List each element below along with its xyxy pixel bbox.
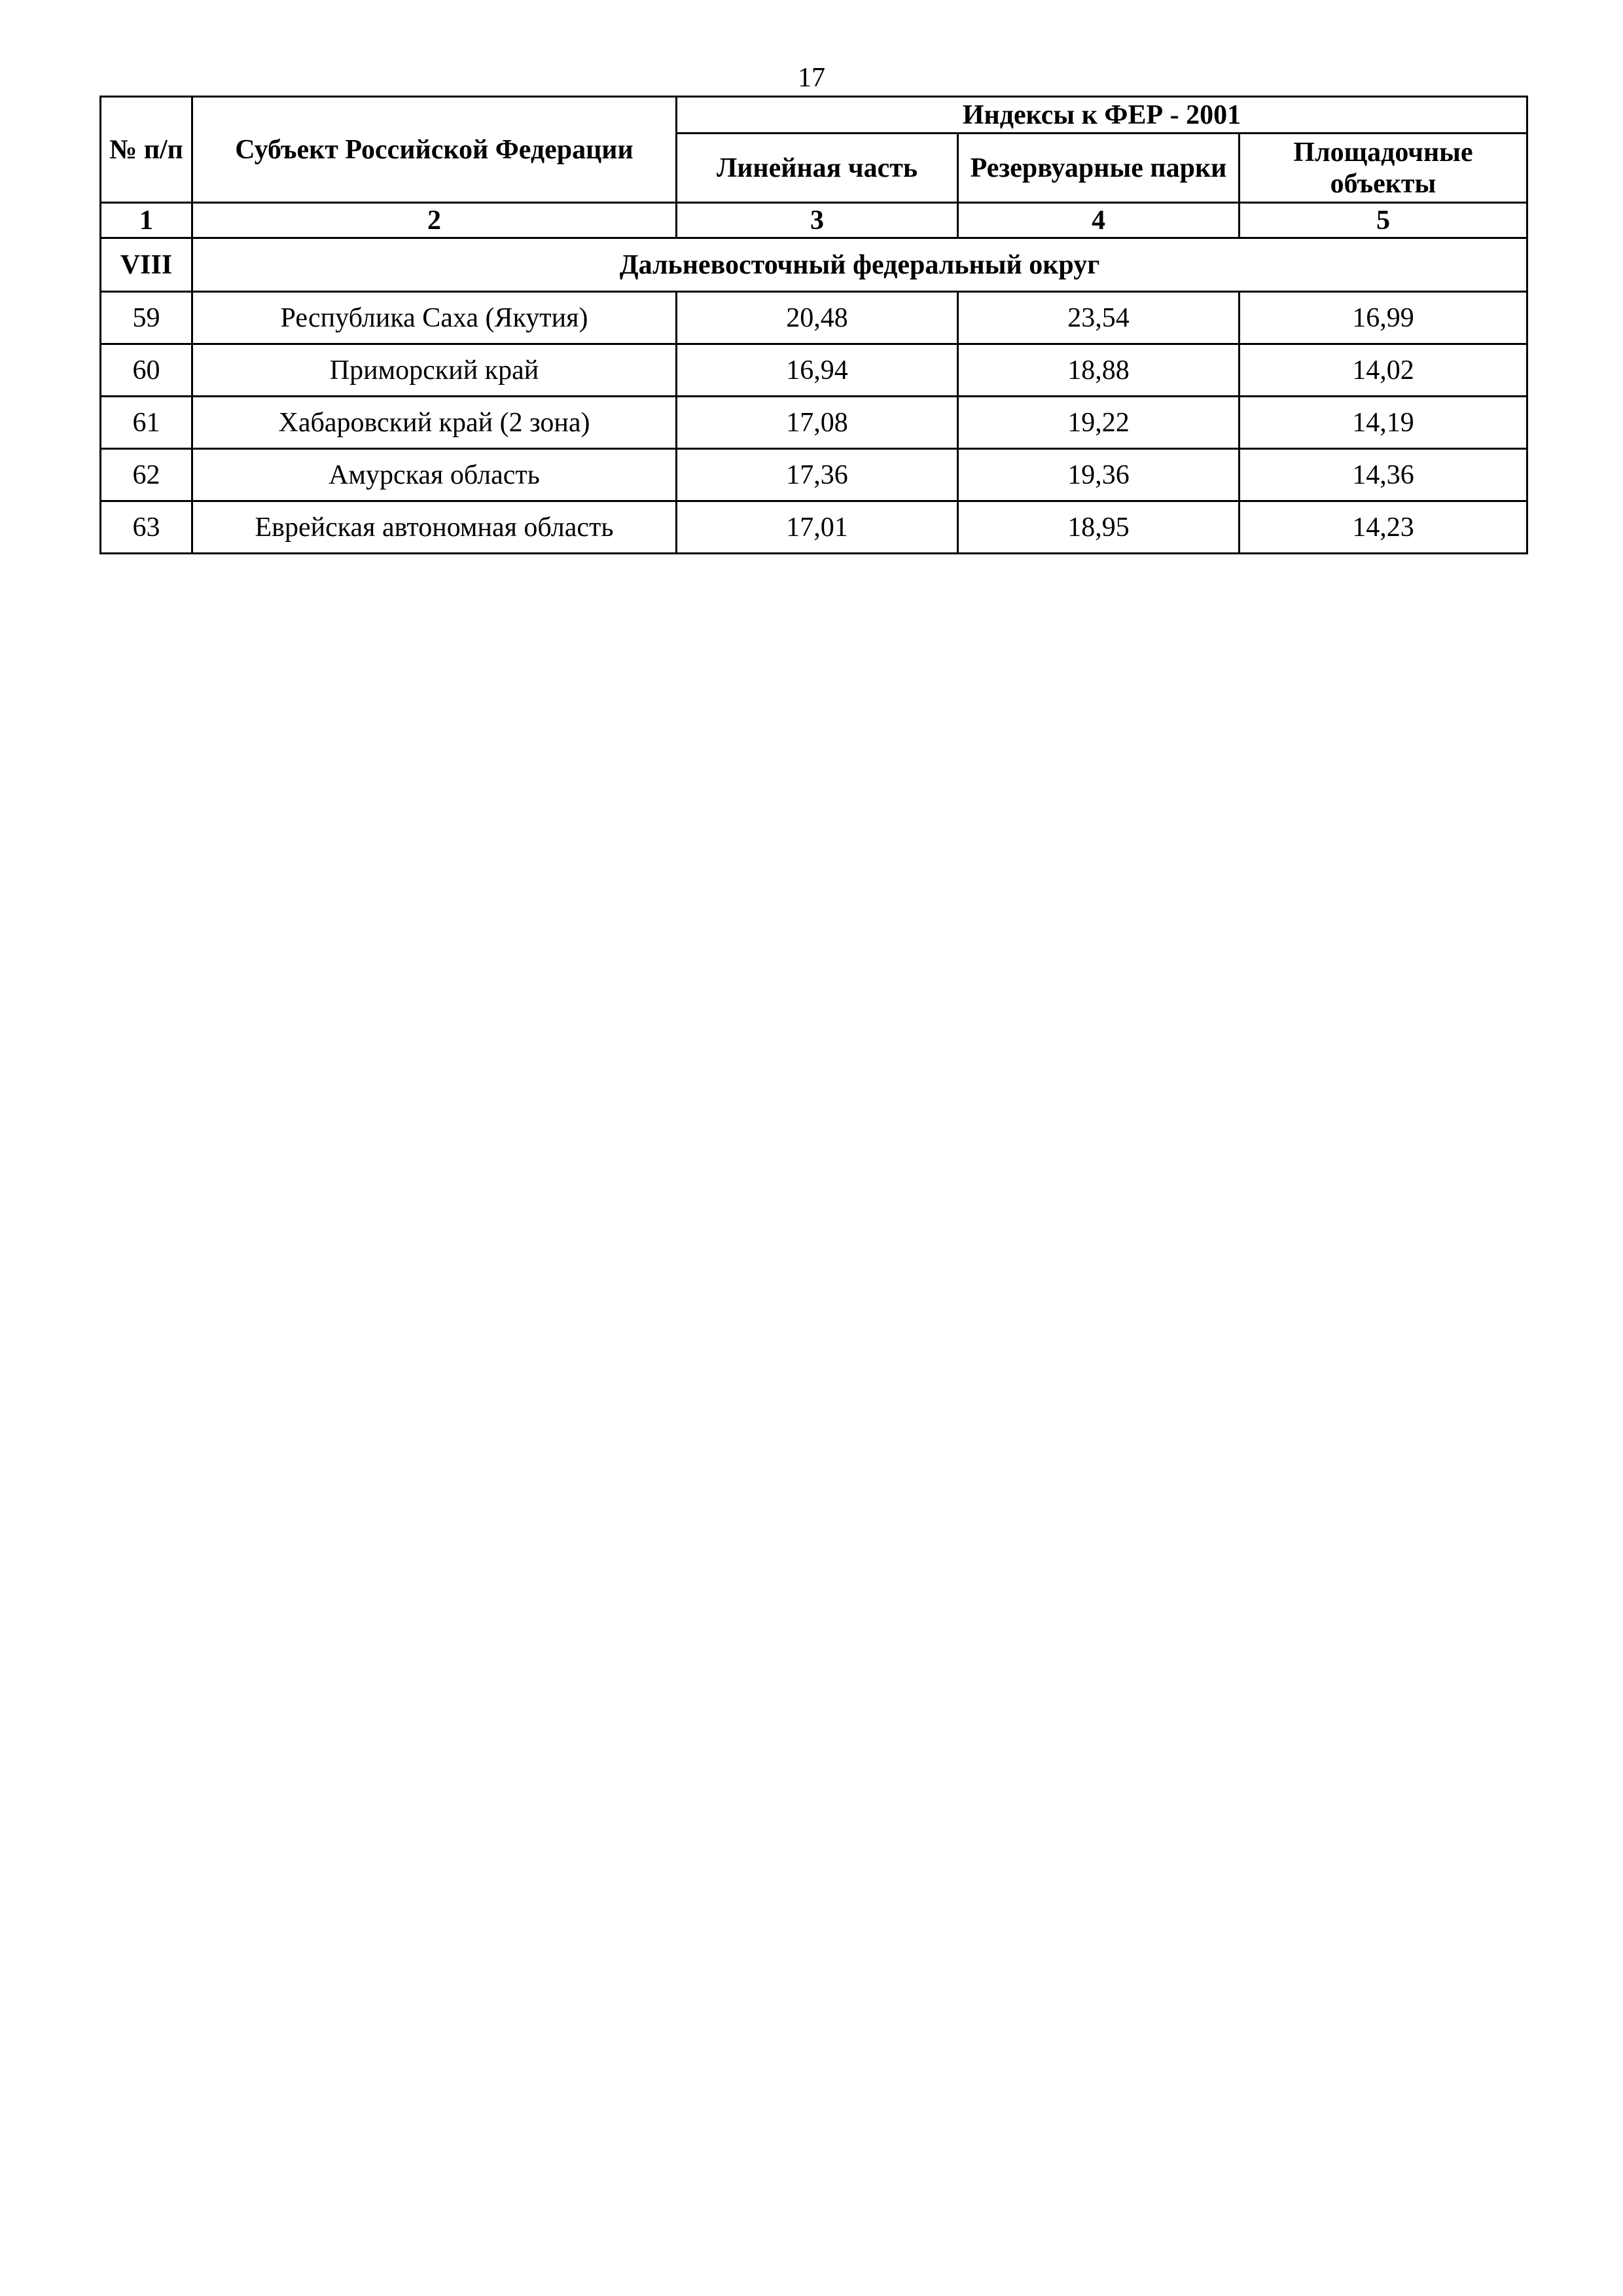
column-numbers-row [101, 203, 1527, 238]
header-col-sites: Площадочные объекты [1240, 134, 1527, 203]
table-header-row [101, 97, 1527, 134]
section-code: VIII [101, 238, 192, 292]
header-col-tanks: Резервуарные парки [958, 134, 1240, 203]
table-row [101, 344, 1527, 397]
row-subject: Еврейская автономная область [192, 501, 677, 554]
row-value-linear: 17,01 [677, 501, 958, 554]
col-number: 5 [1240, 203, 1527, 238]
row-value-tanks: 18,88 [958, 344, 1240, 397]
col-number: 2 [192, 203, 677, 238]
row-number: 61 [101, 397, 192, 449]
table-row [101, 501, 1527, 554]
row-value-linear: 16,94 [677, 344, 958, 397]
row-number: 60 [101, 344, 192, 397]
table-row [101, 449, 1527, 501]
row-value-linear: 17,08 [677, 397, 958, 449]
row-value-tanks: 19,36 [958, 449, 1240, 501]
row-subject: Амурская область [192, 449, 677, 501]
header-num: № п/п [101, 97, 192, 203]
indices-table [99, 96, 1528, 554]
row-subject: Республика Саха (Якутия) [192, 292, 677, 344]
page-number: 17 [798, 63, 825, 93]
table-row [101, 397, 1527, 449]
row-number: 63 [101, 501, 192, 554]
col-number: 4 [958, 203, 1240, 238]
row-value-tanks: 18,95 [958, 501, 1240, 554]
row-number: 62 [101, 449, 192, 501]
col-number: 3 [677, 203, 958, 238]
row-subject: Хабаровский край (2 зона) [192, 397, 677, 449]
row-value-tanks: 19,22 [958, 397, 1240, 449]
row-value-linear: 17,36 [677, 449, 958, 501]
header-subject: Субъект Российской Федерации [192, 97, 677, 203]
row-value-sites: 14,36 [1240, 449, 1527, 501]
section-title: Дальневосточный федеральный округ [192, 238, 1527, 292]
row-value-sites: 14,19 [1240, 397, 1527, 449]
col-number: 1 [101, 203, 192, 238]
header-col-linear: Линейная часть [677, 134, 958, 203]
header-group: Индексы к ФЕР - 2001 [677, 97, 1527, 134]
row-number: 59 [101, 292, 192, 344]
row-subject: Приморский край [192, 344, 677, 397]
row-value-tanks: 23,54 [958, 292, 1240, 344]
row-value-sites: 14,23 [1240, 501, 1527, 554]
row-value-linear: 20,48 [677, 292, 958, 344]
row-value-sites: 16,99 [1240, 292, 1527, 344]
row-value-sites: 14,02 [1240, 344, 1527, 397]
section-row [101, 238, 1527, 292]
table-row [101, 292, 1527, 344]
